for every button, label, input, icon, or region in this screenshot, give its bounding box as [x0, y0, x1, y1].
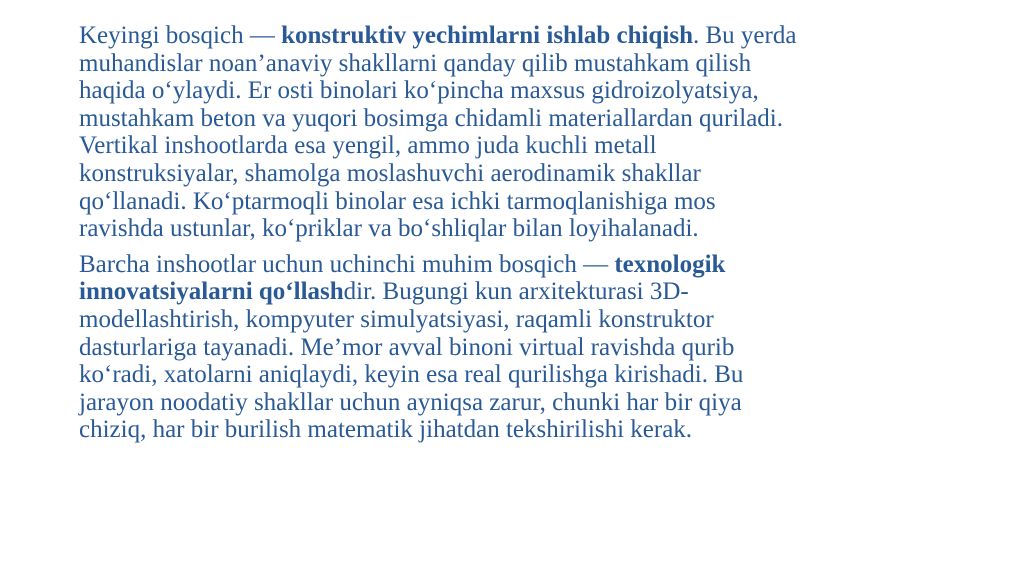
text-line — [79, 50, 979, 78]
paragraph — [79, 22, 979, 243]
text-line — [79, 389, 979, 417]
text-line — [79, 22, 979, 50]
text-line — [79, 306, 979, 334]
text-run: qo‘llanadi. Ko‘ptarmoqli binolar esa ichki tarmoqlanishiga mos — [79, 187, 716, 215]
text-line — [79, 160, 979, 188]
text-line — [79, 416, 979, 444]
text-run: . Bu yerda — [692, 22, 797, 49]
text-line — [79, 278, 979, 306]
text-run: mustahkam beton va yuqori bosimga chidamli materiallardan quriladi. — [79, 104, 783, 132]
text-run: Keyingi bosqich — — [79, 22, 282, 49]
text-run: dir. Bugungi kun arxitekturasi 3D- — [343, 278, 689, 306]
text-run: ko‘radi, xatolarni aniqlaydi, keyin esa real qurilishga kirishadi. Bu — [79, 361, 744, 389]
text-run: modellashtirish, kompyuter simulyatsiyasi, raqamli konstruktor — [79, 305, 714, 333]
text-run: muhandislar noan’anaviy shakllarni qanday qilib mustahkam qilish — [79, 49, 752, 77]
text-line — [79, 188, 979, 216]
text-run: haqida o‘ylaydi. Er osti binolari ko‘pincha maxsus gidroizolyatsiya, — [79, 77, 759, 105]
text-run: Vertikal inshootlarda esa yengil, ammo juda kuchli metall — [79, 132, 657, 160]
slide-body — [79, 22, 979, 452]
text-run: chiziq, har bir burilish matematik jihatdan tekshirilishi kerak. — [79, 416, 693, 444]
text-line — [79, 251, 979, 279]
text-run: ravishda ustunlar, ko‘priklar va bo‘shliqlar bilan loyihalanadi. — [79, 215, 699, 243]
bold-phrase: konstruktiv yechimlarni ishlab chiqish — [281, 22, 693, 49]
text-run: konstruksiyalar, shamolga moslashuvchi aerodinamik shakllar — [79, 159, 701, 187]
paragraph — [79, 251, 979, 444]
text-run: jarayon noodatiy shakllar uchun ayniqsa zarur, chunki har bir qiya — [79, 388, 742, 416]
text-line — [79, 361, 979, 389]
text-line — [79, 132, 979, 160]
bold-phrase: texnologik — [614, 250, 726, 278]
text-run: Barcha inshootlar uchun uchinchi muhim bosqich — — [79, 250, 615, 278]
text-line — [79, 105, 979, 133]
bold-phrase: innovatsiyalarni qo‘llash — [79, 278, 344, 306]
text-line — [79, 215, 979, 243]
text-line — [79, 334, 979, 362]
text-line — [79, 77, 979, 105]
text-run: dasturlariga tayanadi. Me’mor avval binoni virtual ravishda qurib — [79, 333, 735, 361]
